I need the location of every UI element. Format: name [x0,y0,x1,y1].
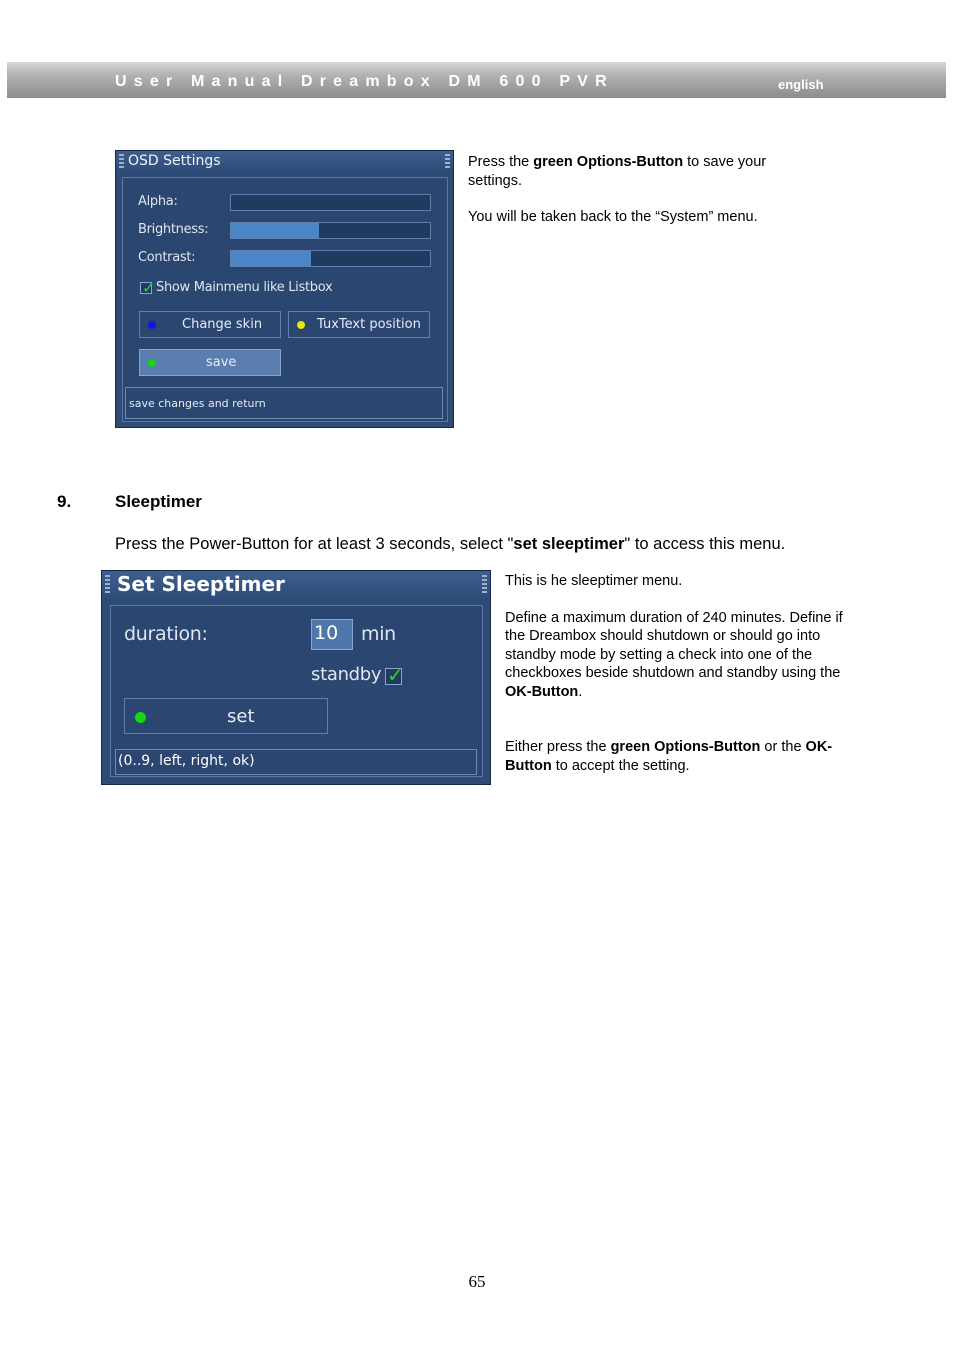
brightness-slider-fill [231,223,319,238]
sleeptimer-hint: (0..9, left, right, ok) [118,753,255,769]
contrast-label: Contrast: [138,250,196,265]
sleeptimer-instructions [505,572,845,775]
text-run: Press the Power-Button for at least 3 seconds, select " [115,535,514,553]
text-run: or the [760,739,806,755]
change-skin-button[interactable] [139,311,281,338]
osd-titlebar [116,151,453,173]
sleeptimer-hint-bar [115,749,477,775]
text-run: to accept the setting. [551,757,690,774]
alpha-label: Alpha: [138,194,178,209]
section-intro [115,534,855,554]
osd-settings-title: OSD Settings [128,153,221,169]
text-run: Define a maximum duration of 240 minutes. Define if the Dreambox should shutdown or should go into standby mode by setting a check into one of the checkboxes beside shutdown and standby using the [505,609,843,681]
save-button[interactable] [139,349,281,376]
bold-run: green Options-Button [610,739,761,755]
osd-settings-panel [122,177,448,422]
brightness-slider[interactable] [230,222,431,239]
set-button[interactable] [124,698,328,734]
yellow-dot-icon [297,321,305,329]
sleeptimer-title: Set Sleeptimer [117,572,285,596]
brightness-label: Brightness: [138,222,209,237]
sleeptimer-intro-paragraph: This is he sleeptimer menu. [505,573,683,589]
duration-value: 10 [314,622,339,644]
header-title: User Manual Dreambox DM 600 PVR [115,73,614,90]
osd-settings-screenshot [115,150,454,428]
blue-dot-icon [148,321,156,329]
listbox-checkbox-label: Show Mainmenu like Listbox [156,280,333,295]
bold-run: OK-Button [505,739,833,774]
listbox-checkbox[interactable] [140,278,156,297]
grip-icon [119,154,124,168]
green-dot-icon [148,359,156,367]
tuxtext-position-button[interactable] [288,311,430,338]
text-run: to save your settings. [468,154,767,189]
checkmark-icon: ✓ [387,663,404,687]
duration-input[interactable] [311,619,353,650]
save-instructions [468,153,808,227]
tuxtext-position-label: TuxText position [317,317,421,332]
save-instructions-paragraph [468,153,808,190]
osd-titlebar [102,571,490,601]
sleeptimer-panel [110,605,483,777]
osd-status-bar [125,387,443,419]
alpha-slider[interactable] [230,194,431,211]
section-title: Sleeptimer [115,492,202,511]
header-language: english [778,77,824,92]
set-label: set [227,706,255,727]
section-number: 9. [57,492,72,511]
change-skin-label: Change skin [182,317,263,332]
save-label: save [206,355,237,370]
duration-unit: min [361,623,396,645]
text-run: Press the [468,154,534,170]
text-run: . [578,683,583,700]
accept-paragraph [505,738,845,775]
green-dot-icon [135,712,146,723]
text-run: Either press the [505,739,611,755]
bold-run: set sleeptimer [513,535,625,553]
bold-run: green Options-Button [533,154,684,170]
text-run: " to access this menu. [624,535,786,553]
system-menu-paragraph: You will be taken back to the “System” menu. [468,209,758,225]
grip-icon [482,575,487,593]
grip-icon [105,575,110,593]
standby-label: standby [311,664,382,685]
grip-icon [445,154,450,168]
duration-paragraph [505,609,845,702]
osd-status-text: save changes and return [129,397,266,410]
page-header [7,62,946,98]
bold-run: OK-Button [505,683,579,700]
contrast-slider-fill [231,251,311,266]
page-number: 65 [468,1272,486,1291]
sleeptimer-screenshot [101,570,491,785]
contrast-slider[interactable] [230,250,431,267]
standby-checkbox[interactable] [385,663,404,687]
checkmark-icon: ✓ [142,278,156,297]
duration-label: duration: [124,623,208,645]
